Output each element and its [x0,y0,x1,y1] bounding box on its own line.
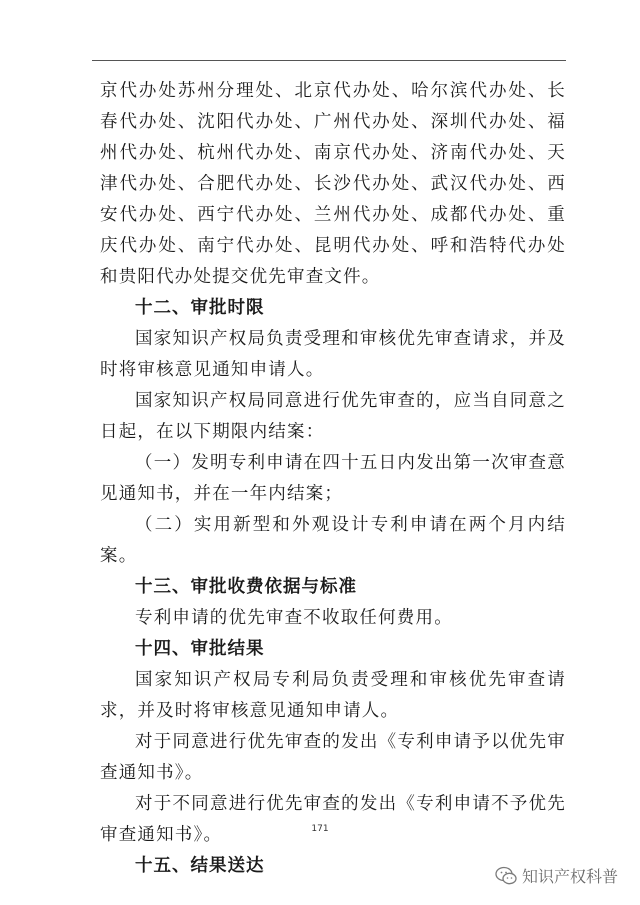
list-item: （一）发明专利申请在四十五日内发出第一次审查意见通知书，并在一年内结案； [100,453,566,504]
section-heading-13: 十三、审批收费依据与标准 [135,577,357,597]
body-paragraph: 国家知识产权局负责受理和审核优先审查请求，并及时将审核意见通知申请人。 [100,329,566,380]
list-item: （二）实用新型和外观设计专利申请在两个月内结案。 [100,515,566,566]
watermark-text: 知识产权科普 [521,867,618,886]
body-paragraph: 专利申请的优先审查不收取任何费用。 [135,608,453,628]
watermark [495,864,618,887]
body-paragraph: 京代办处苏州分理处、北京代办处、哈尔滨代办处、长春代办处、沈阳代办处、广州代办处、深圳代办处、福州代办处、杭州代办处、南京代办处、济南代办处、天津代办处、合肥代办处、长沙代办处、武汉代办处、西安代办处、西宁代办处、兰州代办处、成都代办处、重庆代办处、南宁代办处、昆明代办处、呼和浩特代办处和贵阳代办处提交优先审查文件。 [100,81,566,287]
wechat-icon [495,866,517,886]
body-paragraph: 国家知识产权局专利局负责受理和审核优先审查请求，并及时将审核意见通知申请人。 [100,670,566,721]
page-number: 171 [311,824,329,834]
body-paragraph: 对于同意进行优先审查的发出《专利申请予以优先审查通知书》。 [100,732,566,783]
body-paragraph: 对于不同意进行优先审查的发出《专利申请不予优先审查通知书》。 [100,794,566,845]
document-body [100,76,566,882]
body-paragraph: 国家知识产权局同意进行优先审查的，应当自同意之日起，在以下期限内结案： [100,391,566,442]
section-heading-14: 十四、审批结果 [135,639,265,659]
header-rule [92,60,566,61]
section-heading-15: 十五、结果送达 [135,856,265,876]
section-heading-12: 十二、审批时限 [135,298,265,318]
